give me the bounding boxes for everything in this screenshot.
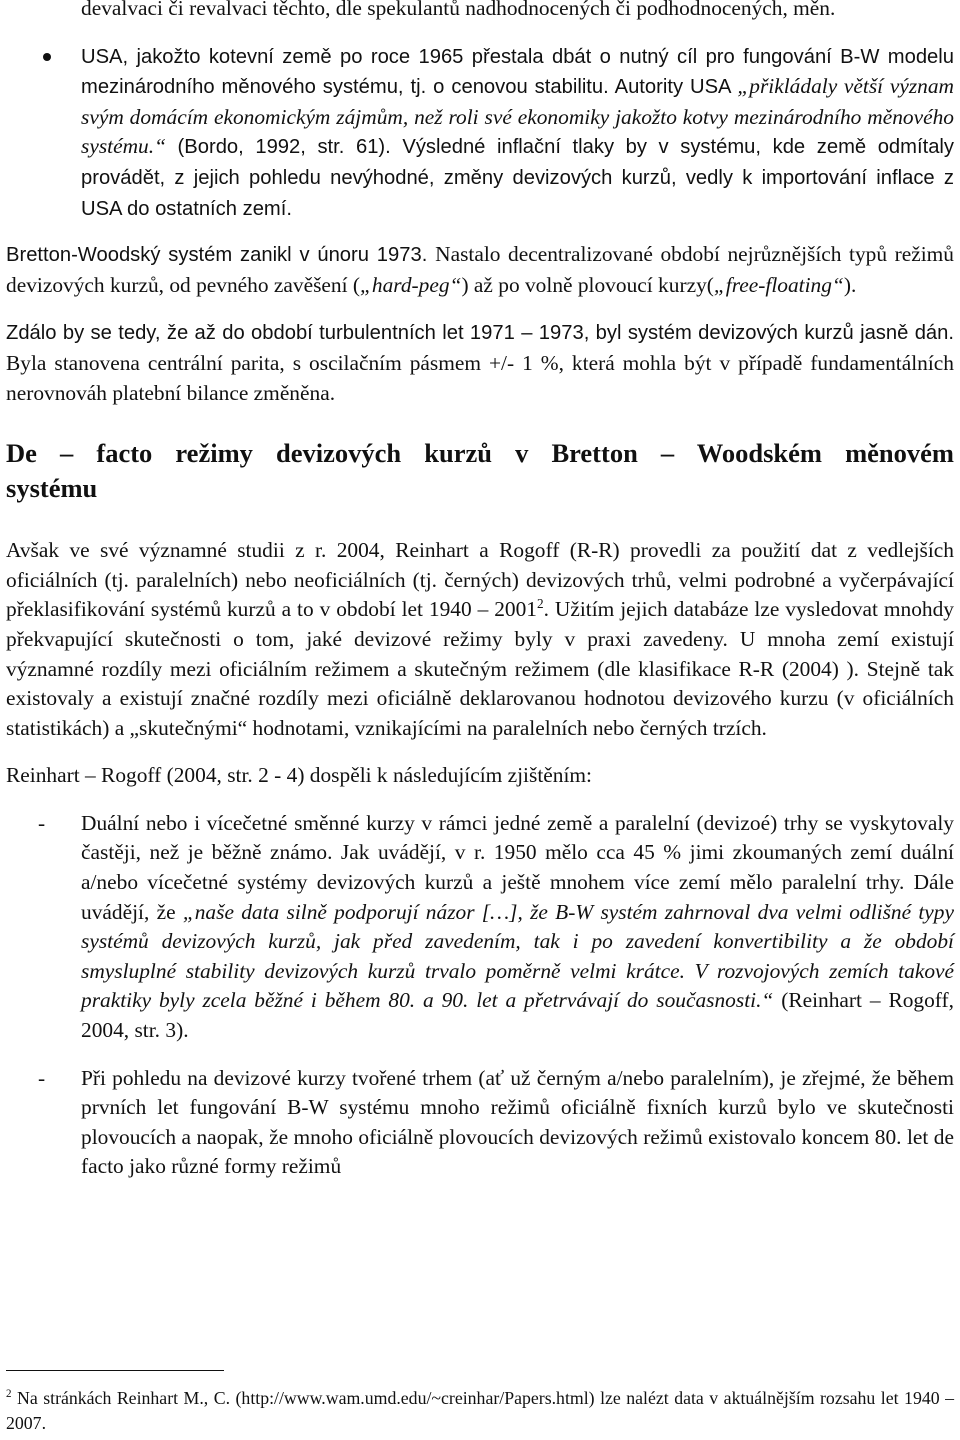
list-item [6, 1064, 954, 1182]
bullet-text [81, 42, 954, 225]
bretton-text-1: Bretton-Woodský systém zanikl v únoru 1973. [6, 244, 436, 267]
bretton-text-4: ). [843, 272, 857, 297]
bretton-italic-hard-peg: „hard-peg“ [360, 272, 462, 297]
paragraph-avsak [6, 536, 954, 743]
bullet-text-part1: USA, jakožto kotevní země po roce 1965 přestala dbát o nutný cíl pro fungování B-W modelu mezinárodního měnového systému, tj. o cenovou stabilitu. Autority USA [81, 45, 954, 99]
avsak-text-2: . Užitím jejich databáze lze vysledovat mnohdy překvapující skutečnosti o tom, jaké devizové režimy byly v praxi zavedeny. U mnoha zemí existují významné rozdíly mezi oficiálním režimem a skutečným režimem (dle klasifikace R-R (2004) ). Stejně tak existovaly a existují značné rozdíly mezi oficiálně deklarovanou hodnotou devizového kurzu (v oficiálních statistikách) a „skutečnými“ hodnotami, vznikajícími na paralelních nebo černých trzích. [6, 597, 954, 740]
bretton-italic-free-floating: „free-floating“ [713, 272, 844, 297]
list-item-text: Při pohledu na devizové kurzy tvořené trhem (ať už černým a/nebo paralelním), je zřejmé, že během prvních let fungování B-W systému mnoho režimů oficiálně fixních kurzů bylo ve skutečnosti plovoucích a naopak, že mnoho oficiálně plovoucích devizových režimů existovalo koncem 80. let de facto jako různé formy režimů [81, 1065, 954, 1179]
list-item1-quote: „naše data silně podporují názor […], že B-W systém zahrnoval dva velmi odlišné typy systémů devizových kurzů, jak před zavedením, tak i po zavedení konvertibility a že období smysluplné stability devizových kurzů trvalo poměrně velmi krátce. V rozvojových zemích takové praktiky byly zcela běžné i během 80. a 90. let a přetrvávají do současnosti.“ [81, 899, 954, 1013]
bretton-text-3: ) až po volně plovoucí kurzy( [461, 272, 714, 297]
zdalo-text-2: Byla stanovena centrální parita, s oscilačním pásmem +/- 1 %, která mohla být v případě fundamentálních nerovnováh platební bilance změněna. [6, 350, 954, 405]
bullet-text-part2: (Bordo, 1992, str. 61). Výsledné inflační tlaky by v systému, kde země odmítaly provádět, z jejich pohledu nevýhodné, změny devizových kurzů, vedly k importování inflace z USA do ostatních zemí. [81, 136, 954, 220]
footnote-separator [6, 1370, 224, 1371]
zdalo-text-1: Zdálo by se tedy, že až do období turbulentních let 1971 – 1973, byl systém devizových kurzů jasně dán. [6, 322, 954, 345]
paragraph-zdalo [6, 318, 954, 408]
paragraph-bretton-end [6, 240, 954, 300]
avsak-text-1: Avšak ve své významné studii z r. 2004, Reinhart a Rogoff (R-R) provedli za použití dat z vedlejších oficiálních (tj. paralelních) nebo neoficiálních (tj. černých) devizových trhů, velmi podrobné a vyčerpávající překlasifikování systémů kurzů a to v období let 1940 – 2001 [6, 538, 954, 622]
list-item1-text-2: (Reinhart – Rogoff, 2004, str. 3). [81, 988, 954, 1043]
bullet-item-usa [6, 42, 954, 225]
footnote [6, 1386, 954, 1436]
continuation-paragraph [6, 0, 954, 24]
dash-marker: - [38, 810, 46, 835]
footnote-reference: 2 [537, 596, 544, 612]
bullet-dot-icon [43, 53, 51, 61]
continuation-text: devalvaci či revalvaci těchto, dle spekulantů nadhodnocených či podhodnocených, měn. [81, 0, 836, 20]
dash-marker: - [38, 1065, 46, 1090]
list-item1-text-1: Duální nebo i vícečetné směnné kurzy v rámci jedné země a paralelní (devizoé) trhy se vyskytovaly častěji, než je běžně známo. Jak uvádějí, v r. 1950 mělo cca 45 % jimi zkoumaných zemí duální a/nebo vícečetné systémy devizových kurzů a ještě mnohem více zemí mělo paralelní trhy. Dále uvádějí, že [81, 810, 954, 924]
footnote-text: Na stránkách Reinhart M., C. (http://www.wam.umd.edu/~creinhar/Papers.html) lze nalézt data v aktuálnějším rozsahu let 1940 – 2007. [6, 1388, 954, 1433]
footnote-number: 2 [6, 1388, 12, 1401]
paragraph-reinhart-intro: Reinhart – Rogoff (2004, str. 2 - 4) dospěli k následujícím zjištěním: [6, 763, 592, 788]
list-item [6, 809, 954, 1046]
bretton-text-2: Nastalo decentralizované období nejrůznějších typů režimů devizových kurzů, od pevného zavěšení ( [6, 242, 955, 297]
section-heading: De – facto režimy devizových kurzů v Bretton – Woodském měnovém systému [6, 438, 954, 504]
list-item-text [81, 809, 954, 1046]
bullet-quote: „přikládaly větší význam svým domácím ekonomickým zájmům, než roli své ekonomiky jakožto kotvy mezinárodního měnového systému.“ [81, 74, 954, 159]
